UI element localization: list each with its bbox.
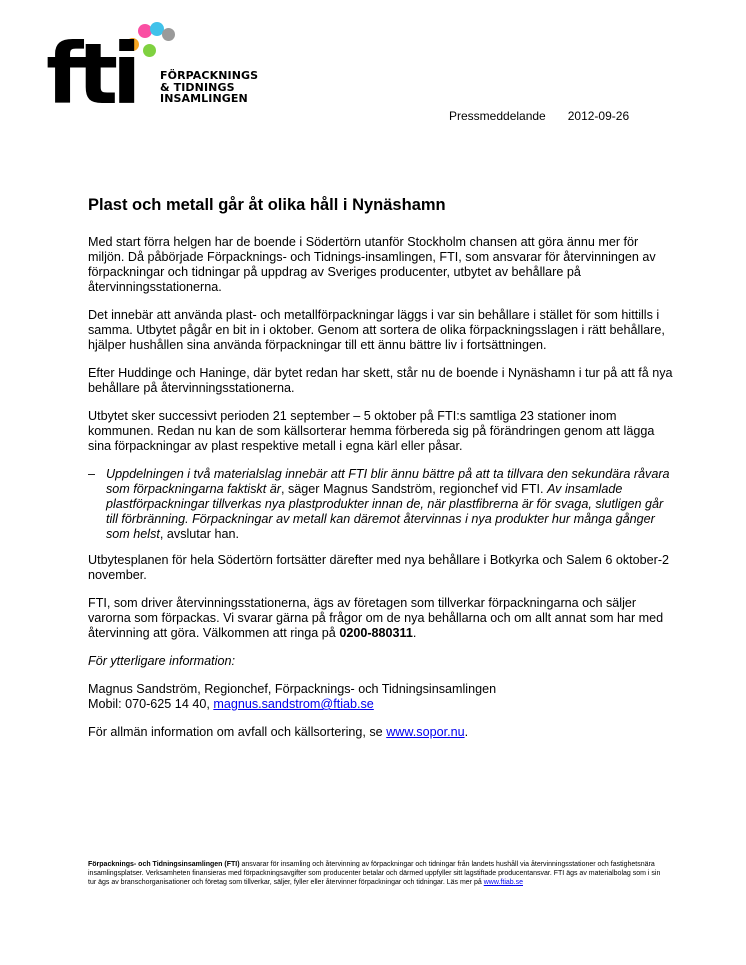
contact-mobile: Mobil: 070-625 14 40,	[88, 697, 214, 711]
paragraph-1: Med start förra helgen har de boende i Södertörn utanför Stockholm chansen att göra ännu mer för miljön. Då påbörjade Förpacknings- och Tidnings-insamlingen, FTI, som ansvarar för återvinningen av förpackningar och tidningar på uppdrag av Sveriges producenter, utbytet av behållare på återvinningsstationerna.	[88, 235, 656, 294]
logo-text	[160, 70, 258, 105]
quote-block	[88, 467, 673, 542]
paragraph-5: Utbytesplanen för hela Södertörn fortsätter därefter med nya behållare i Botkyrka och Salem 6 oktober-2 november.	[88, 553, 670, 582]
footer-boilerplate	[88, 861, 663, 887]
logo-wordmark: fti	[46, 25, 136, 123]
quote-normal-2: , avslutar han.	[159, 527, 240, 541]
paragraph-3: Efter Huddinge och Haninge, där bytet redan har skett, står nu de boende i Nynäshamn i tur på att få nya behållare på återvinningsstationerna.	[88, 366, 673, 395]
logo-text-line3: INSAMLINGEN	[160, 92, 248, 105]
paragraph-2: Det innebär att använda plast- och metallförpackningar läggs i var sin behållare i stället för som hittills i samma. Utbytet pågår en bit in i oktober. Genom att sortera de olika förpackningsslagen i rätt behållare, hjälper hushållen sina använda förpackningar till ett ännu bättre liv i fortsättningen.	[88, 308, 665, 352]
sopor-link[interactable]: www.sopor.nu	[386, 725, 465, 739]
quote-italic-1: Uppdelningen i två materialslag innebär att FTI blir ännu bättre på att ta tillvara den sekundära råvara som förpackningarna faktiskt är	[106, 467, 670, 496]
ftiab-link[interactable]: www.ftiab.se	[483, 878, 523, 886]
contact-email-link[interactable]: magnus.sandstrom@ftiab.se	[213, 697, 374, 711]
footer-org-name: Förpacknings- och Tidningsinsamlingen (FTI)	[88, 861, 240, 868]
general-info-suffix: .	[464, 725, 469, 739]
general-info	[88, 725, 673, 740]
quote-normal-1: , säger Magnus Sandström, regionchef vid FTI.	[281, 482, 547, 496]
logo-text-line2: & TIDNINGS	[160, 80, 235, 94]
fti-logo	[46, 22, 286, 123]
logo-dot-gray	[162, 28, 175, 41]
logo-text-line1: FÖRPACKNINGS	[160, 69, 259, 82]
contact-block	[88, 682, 673, 712]
general-info-text: För allmän information om avfall och källsortering, se	[88, 725, 387, 739]
page-title: Plast och metall går åt olika håll i Nynäshamn	[88, 196, 446, 214]
quote-italic-2: Av insamlade plastförpackningar tillverkas nya plastprodukter innan de, när plastfibrerna är för svaga, slutligen går till förbränning. Förpackningar av metall kan däremot återvinnas i nya produkter hur många gånger som helst	[106, 482, 664, 541]
contact-heading	[88, 654, 673, 669]
press-header	[449, 109, 629, 123]
footer-text: ansvarar för insamling och återvinning av förpackningar och tidningar från landets hushåll via återvinningsstationer och fastighetsnära insamlingsplatser. Verksamheten finansieras med förpackningsavgifter som producenter betalar och därmed uppfyller sitt lagstiftade producentansvar. FTI ägs av materialbolag som i sin tur ägs av branschorganisationer och företag som tillverkar, säljer, fyller eller återvinner förpackningar och tidningar. Läs mer på	[88, 861, 661, 886]
paragraph-4: Utbytet sker successivt perioden 21 september – 5 oktober på FTI:s samtliga 23 stationer inom kommunen. Redan nu kan de som källsorterar hemma förbereda sig på förändringen genom att lägga sina förpackningar av plast respektive metall i egna kärl eller påsar.	[88, 409, 655, 453]
quote-dash: –	[88, 467, 96, 481]
press-date: 2012-09-26	[567, 109, 630, 123]
logo-dot-green	[143, 44, 156, 57]
phone-number: 0200-880311	[339, 626, 413, 640]
contact-heading-text: För ytterligare information:	[88, 654, 235, 668]
contact-name: Magnus Sandström, Regionchef, Förpacknings- och Tidningsinsamlingen	[88, 682, 497, 696]
paragraph-6	[88, 596, 673, 641]
press-label: Pressmeddelande	[449, 109, 546, 123]
quote-text	[106, 467, 673, 542]
paragraph-6-end: .	[412, 626, 417, 640]
paragraph-6-text: FTI, som driver återvinningsstationerna, ägs av företagen som tillverkar förpackningarna och säljer varorna som förpackas. Vi svarar gärna på frågor om de nya behållarna och om allt annat som har med återvinning att göra. Välkommen att ringa på	[88, 596, 664, 640]
article-body	[88, 235, 673, 753]
